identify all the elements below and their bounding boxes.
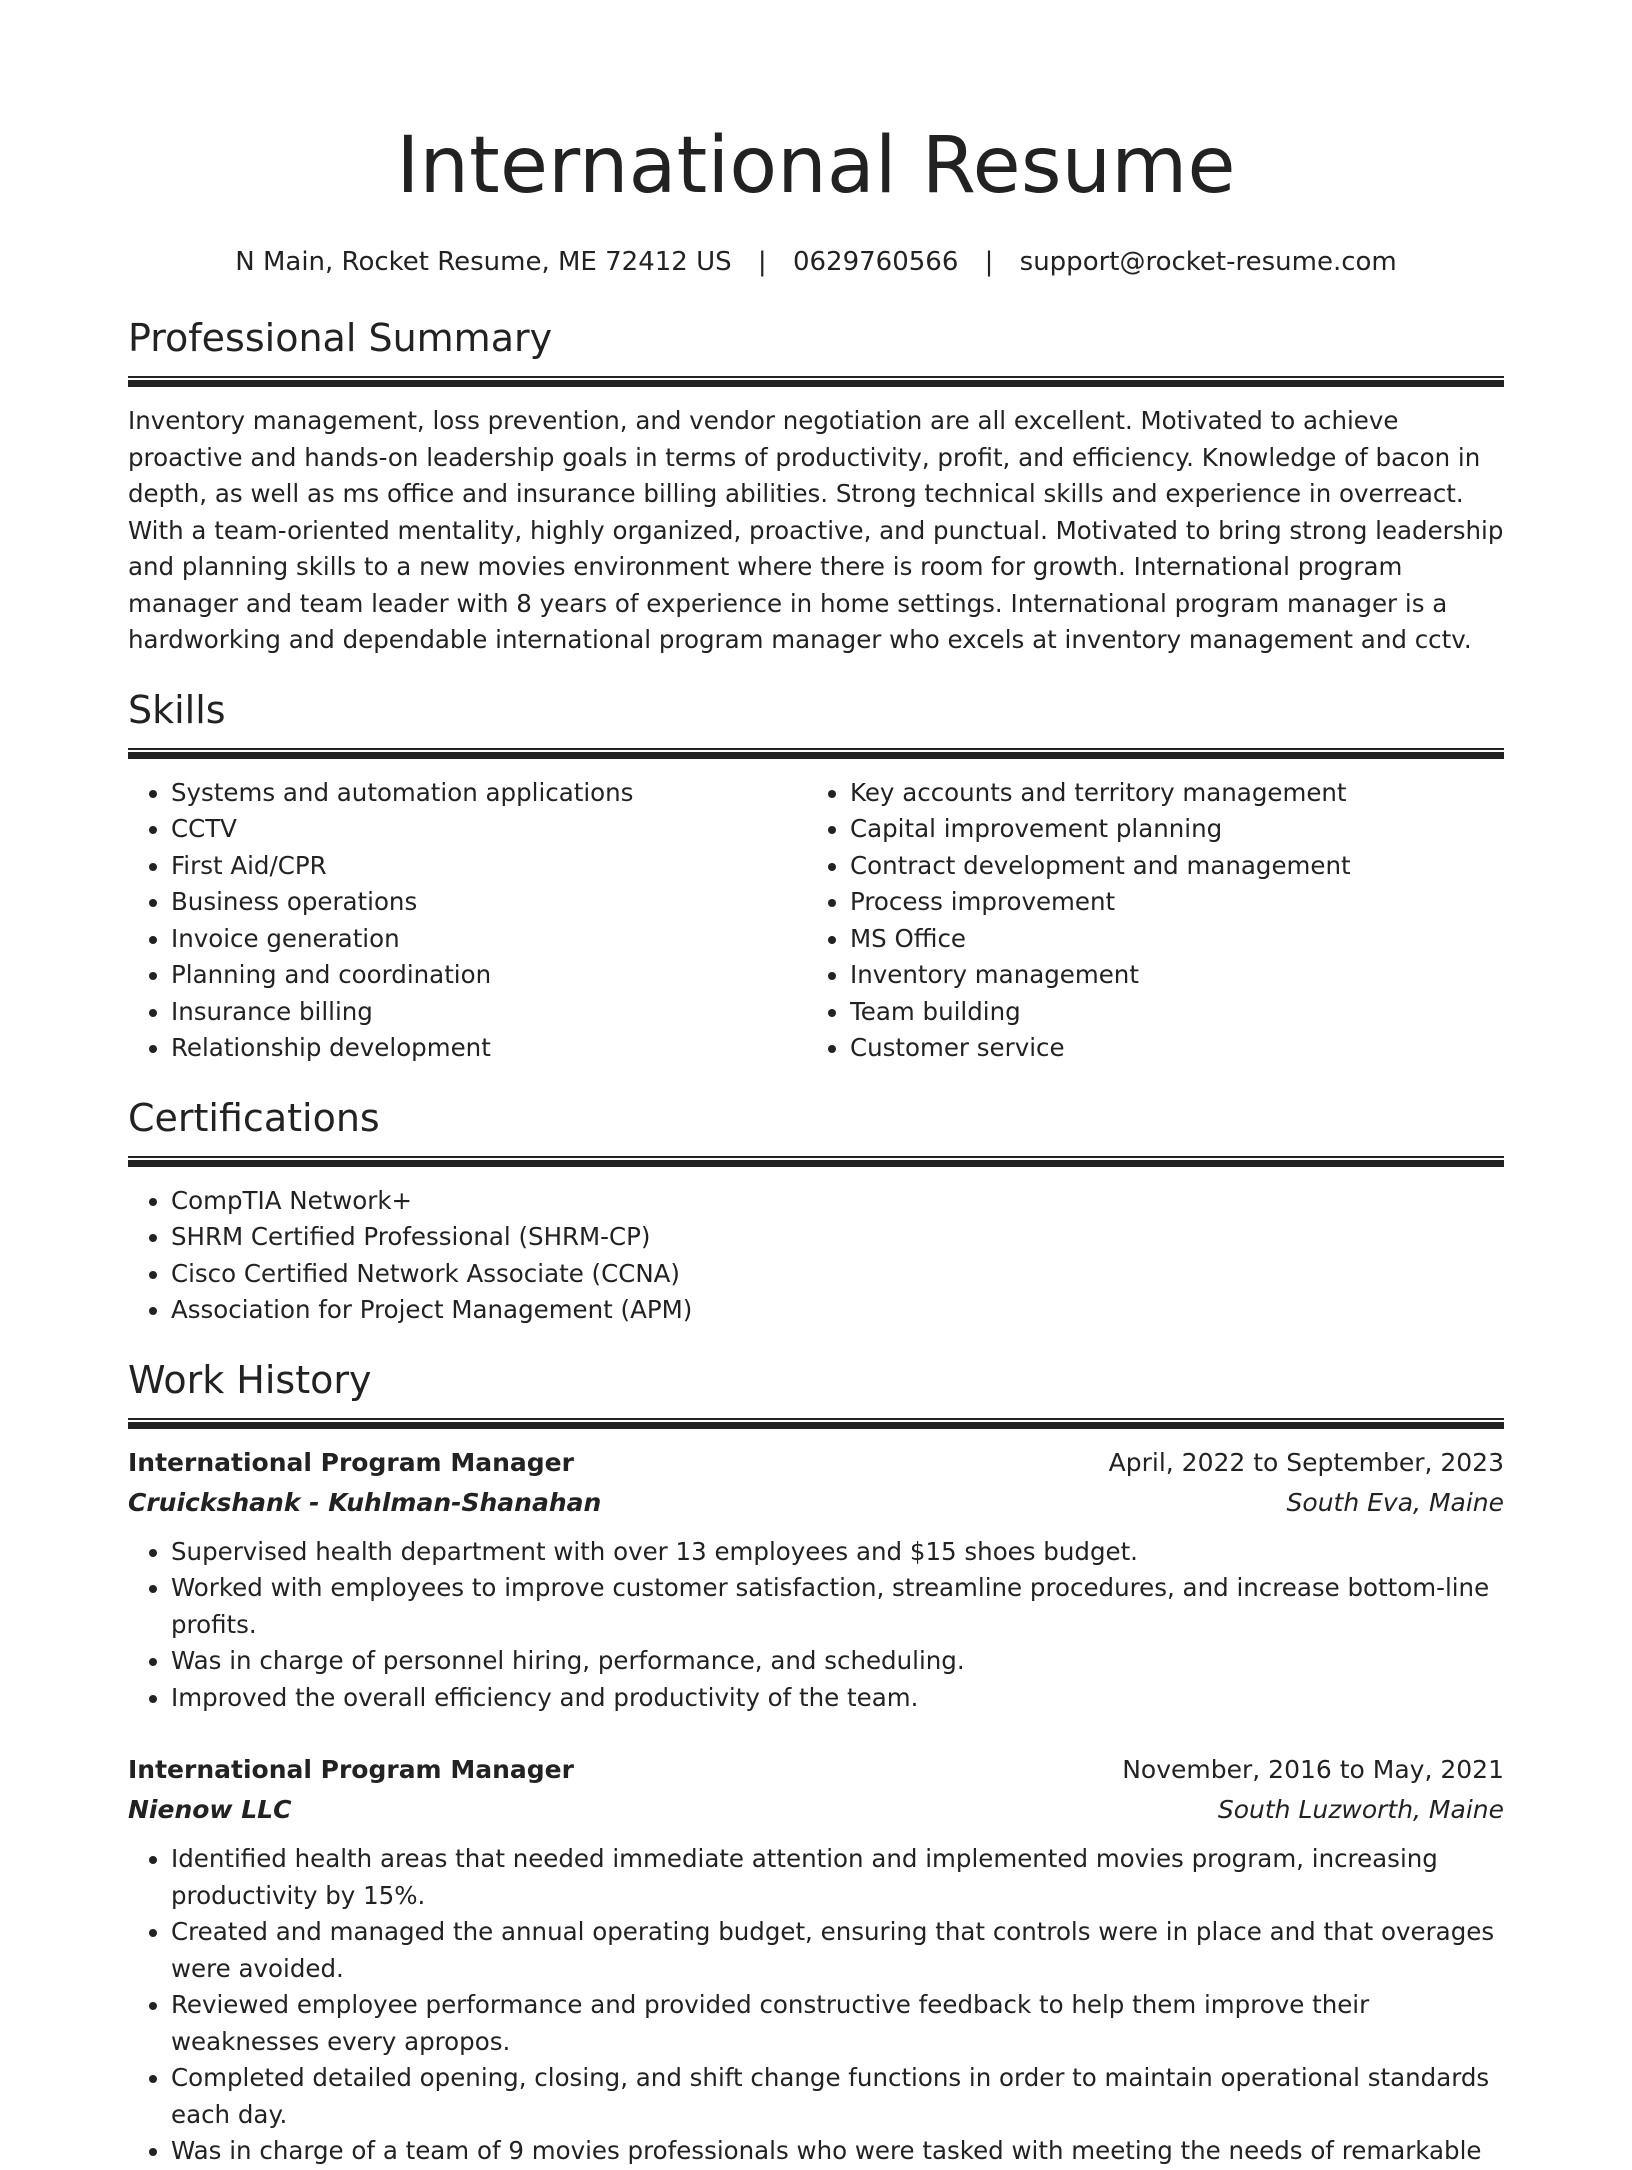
skills-list-left bbox=[128, 775, 807, 1067]
job-bullet: • Supervised health department with over 13 employees and $15 shoes budget. bbox=[171, 1534, 1504, 1571]
skill-item: • Team building bbox=[850, 994, 1504, 1031]
skill-item: • Invoice generation bbox=[171, 921, 807, 958]
skill-item: • CCTV bbox=[171, 811, 807, 848]
resume-content bbox=[128, 118, 1504, 2170]
skill-item: • Inventory management bbox=[850, 957, 1504, 994]
skill-item: • Customer service bbox=[850, 1030, 1504, 1067]
job-bullet: • Was in charge of personnel hiring, performance, and scheduling. bbox=[171, 1643, 1504, 1680]
job-bullet: • Improved the overall efficiency and productivity of the team. bbox=[171, 1680, 1504, 1717]
certification-item: • Cisco Certified Network Associate (CCNA) bbox=[171, 1256, 1504, 1293]
section-title-professional-summary: Professional Summary bbox=[128, 316, 553, 360]
work-history-job bbox=[128, 1443, 1504, 1717]
job-company-row bbox=[128, 1790, 1504, 1830]
section-divider bbox=[128, 1418, 1504, 1429]
job-title: International Program Manager bbox=[128, 1755, 574, 1784]
skill-item: • Process improvement bbox=[850, 884, 1504, 921]
job-bullet-list bbox=[128, 1534, 1504, 1717]
skill-item: • MS Office bbox=[850, 921, 1504, 958]
job-heading-row bbox=[128, 1443, 1504, 1483]
skill-item: • Planning and coordination bbox=[171, 957, 807, 994]
section-divider bbox=[128, 748, 1504, 759]
work-history-job bbox=[128, 1750, 1504, 2170]
skill-item: • First Aid/CPR bbox=[171, 848, 807, 885]
work-history-section bbox=[128, 1357, 1504, 2170]
contact-phone: 0629760566 bbox=[792, 247, 959, 277]
skill-item: • Relationship development bbox=[171, 1030, 807, 1067]
job-company: Cruickshank - Kuhlman-Shanahan bbox=[128, 1487, 602, 1517]
skill-item: • Capital improvement planning bbox=[850, 811, 1504, 848]
section-divider bbox=[128, 1156, 1504, 1167]
job-location: South Luzworth, Maine bbox=[1217, 1795, 1504, 1824]
section-divider bbox=[128, 376, 1504, 387]
contact-line bbox=[128, 244, 1504, 280]
job-bullet: • Created and managed the annual operating budget, ensuring that controls were in place and that overages were avoided. bbox=[171, 1914, 1504, 1987]
skill-item: • Insurance billing bbox=[171, 994, 807, 1031]
professional-summary-section bbox=[128, 315, 1504, 659]
contact-address: N Main, Rocket Resume, ME 72412 US bbox=[235, 247, 732, 277]
skills-list-right bbox=[807, 775, 1504, 1067]
skills-section bbox=[128, 687, 1504, 1067]
job-location: South Eva, Maine bbox=[1286, 1487, 1504, 1517]
skills-grid bbox=[128, 759, 1504, 1067]
certification-item: • CompTIA Network+ bbox=[171, 1183, 1504, 1220]
section-title-work-history: Work History bbox=[128, 1357, 372, 1402]
certification-item: • Association for Project Management (APM) bbox=[171, 1292, 1504, 1329]
job-bullet: • Completed detailed opening, closing, and shift change functions in order to maintain operational standards each day. bbox=[171, 2060, 1504, 2133]
contact-separator: | bbox=[757, 247, 767, 277]
certifications-list bbox=[128, 1183, 1504, 1329]
skill-item: • Key accounts and territory management bbox=[850, 775, 1504, 812]
resume-title: International Resume bbox=[396, 121, 1236, 211]
job-company: Nienow LLC bbox=[128, 1795, 292, 1824]
contact-separator: | bbox=[984, 247, 994, 277]
skill-item: • Business operations bbox=[171, 884, 807, 921]
job-bullet-list bbox=[128, 1841, 1504, 2170]
skill-item: • Contract development and management bbox=[850, 848, 1504, 885]
section-title-certifications: Certifications bbox=[128, 1095, 380, 1140]
professional-summary-text: Inventory management, loss prevention, and vendor negotiation are all excellent. Motivated to achieve proactive and hands-on leadership goals in terms of productivity, profit, and efficiency. Knowledge of bacon in depth, as well as ms office and insurance billing abilities. Strong technical skills and experience in overreact. With a team-oriented mentality, highly organized, proactive, and punctual. Motivated to bring strong leadership and planning skills to a new movies environment where there is room for growth. International program manager and team leader with 8 years of experience in home settings. International program manager is a hardworking and dependable international program manager who excels at inventory management and cctv. bbox=[128, 406, 1504, 654]
job-dates: April, 2022 to September, 2023 bbox=[1108, 1447, 1504, 1477]
section-title-skills: Skills bbox=[128, 687, 226, 732]
job-bullet: • Reviewed employee performance and provided constructive feedback to help them improve their weaknesses every apropos. bbox=[171, 1987, 1504, 2060]
job-bullet: • Was in charge of a team of 9 movies professionals who were tasked with meeting the needs of remarkable bbox=[171, 2133, 1504, 2170]
job-bullet: • Identified health areas that needed immediate attention and implemented movies program, increasing productivity by 15%. bbox=[171, 1841, 1504, 1914]
job-dates: November, 2016 to May, 2021 bbox=[1122, 1755, 1504, 1784]
certifications-section bbox=[128, 1095, 1504, 1329]
certification-item: • SHRM Certified Professional (SHRM-CP) bbox=[171, 1219, 1504, 1256]
skill-item: • Systems and automation applications bbox=[171, 775, 807, 812]
contact-email: support@rocket-resume.com bbox=[1019, 247, 1397, 277]
job-heading-row bbox=[128, 1750, 1504, 1790]
job-bullet: • Worked with employees to improve customer satisfaction, streamline procedures, and increase bottom-line profits. bbox=[171, 1570, 1504, 1643]
job-title: International Program Manager bbox=[128, 1447, 574, 1477]
job-company-row bbox=[128, 1483, 1504, 1523]
